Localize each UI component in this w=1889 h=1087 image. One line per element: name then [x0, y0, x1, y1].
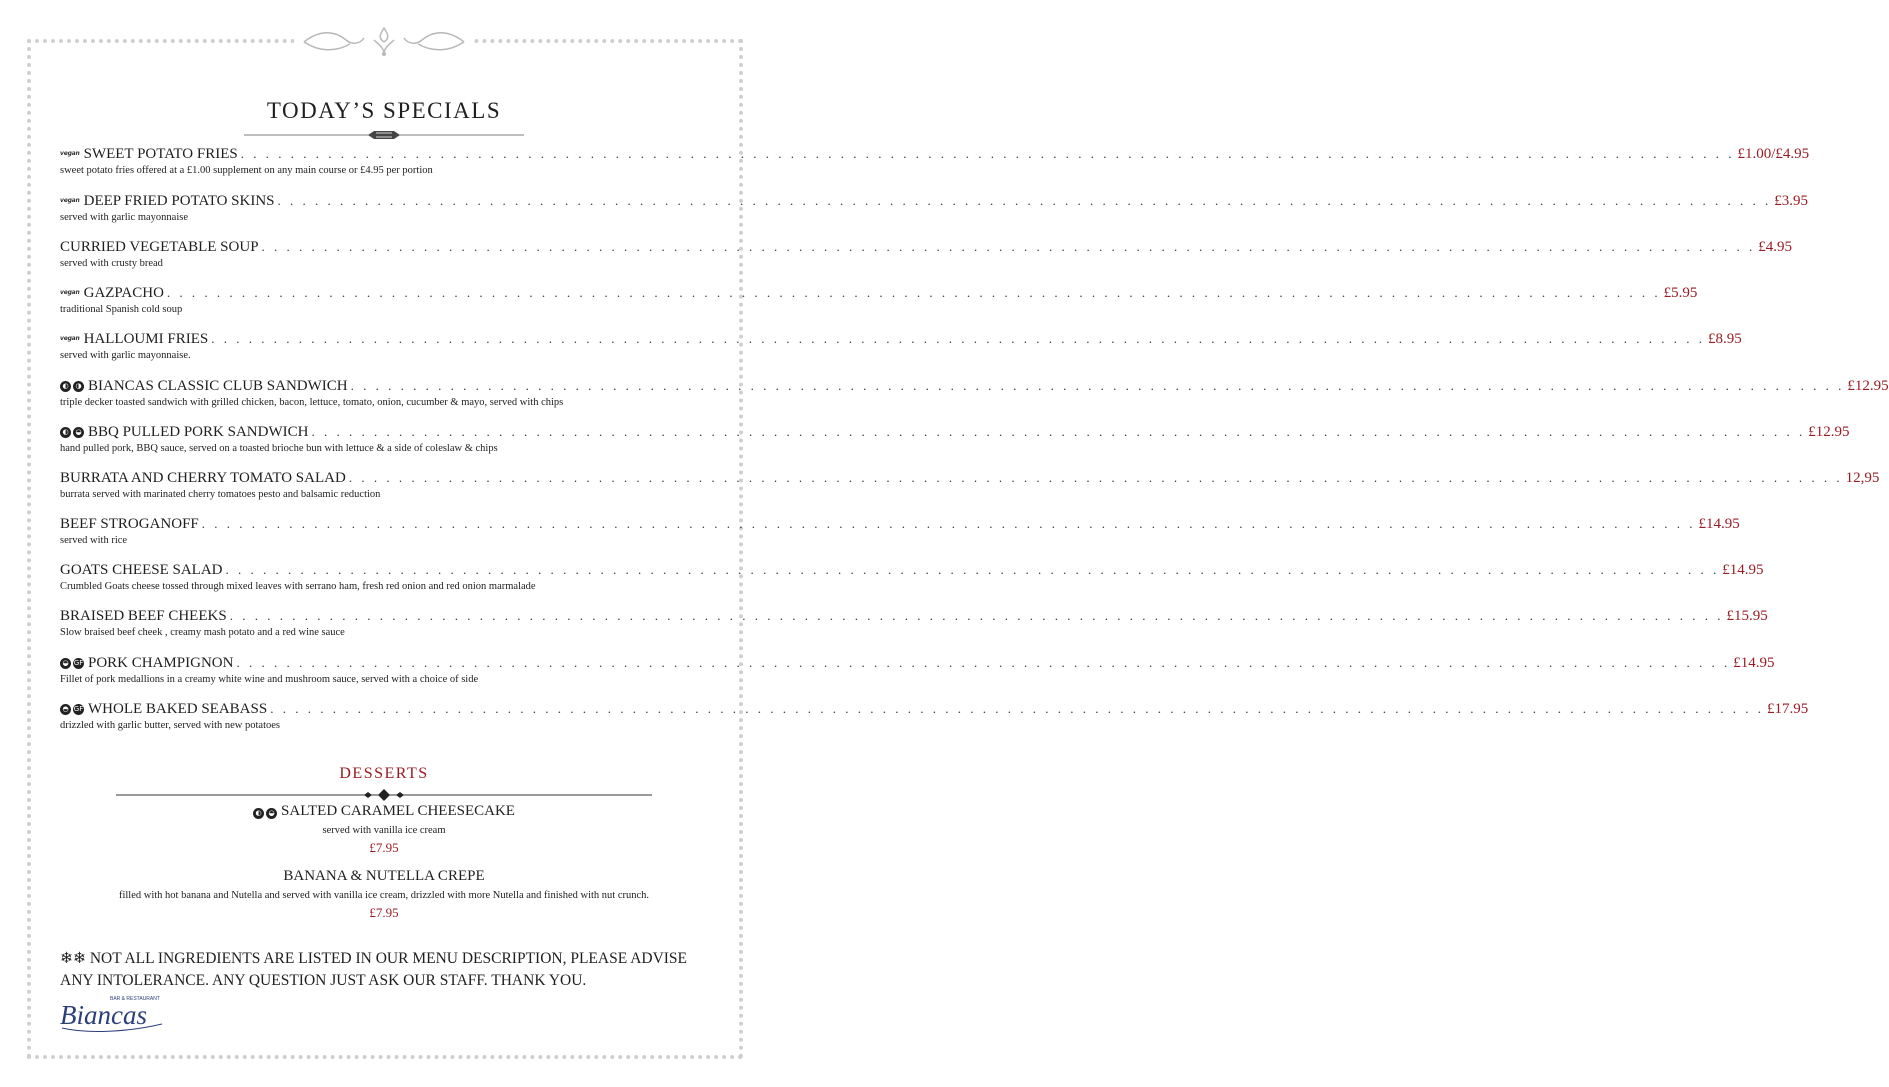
item-price: £12.95	[1808, 424, 1850, 440]
item-price: £1.00/£4.95	[1737, 146, 1810, 162]
dot-leader: . . . . . . . . . . . . . . . . . . . . . . . . . . . . . . . . . . . . . . . . . . . . . . . . . . . . . . . . . . . . . . . . . . . . . . . . . . . . . . . . . . . . . . . . . . . . . . . . . . . . . . . . . . . . . . . . . . . . . . . .	[236, 655, 1731, 670]
item-price: £17.95	[1766, 701, 1809, 717]
gluten-free-icon: GF	[73, 659, 84, 667]
dot-leader: . . . . . . . . . . . . . . . . . . . . . . . . . . . . . . . . . . . . . . . . . . . . . . . . . . . . . . . . . . . . . . . . . . . . . . . . . . . . . . . . . . . . . . . . . . . . . . . . . . . . . . . . . . . . . . . . . . . . . . . .	[225, 562, 1720, 577]
dot-leader: . . . . . . . . . . . . . . . . . . . . . . . . . . . . . . . . . . . . . . . . . . . . . . . . . . . . . . . . . . . . . . . . . . . . . . . . . . . . . . . . . . . . . . . . . . . . . . . . . . . . . . . . . . . . . . . . . . . . . . . .	[311, 424, 1806, 439]
menu-item	[60, 284, 1698, 315]
menu-item	[60, 654, 1775, 685]
item-description: Crumbled Goats cheese tossed through mixed leaves with serrano ham, fresh red onion and red onion marmalade	[60, 581, 536, 592]
title-divider	[244, 130, 524, 140]
fish-allergen-icon: ◓	[60, 704, 71, 715]
vegan-icon: vegan	[60, 150, 80, 157]
dietary-icons	[60, 145, 80, 163]
dot-leader: . . . . . . . . . . . . . . . . . . . . . . . . . . . . . . . . . . . . . . . . . . . . . . . . . . . . . . . . . . . . . . . . . . . . . . . . . . . . . . . . . . . . . . . . . . . . . . . . . . . . . . . . . . . . . . . . . . . . . . . .	[261, 239, 1756, 254]
item-name: BEEF STROGANOFF	[60, 516, 199, 532]
item-description: burrata served with marinated cherry tomatoes pesto and balsamic reduction	[60, 489, 381, 500]
dessert-item	[60, 868, 708, 921]
item-name: DEEP FRIED POTATO SKINS	[83, 193, 275, 209]
dessert-price: £7.95	[369, 840, 399, 855]
milk-allergen-icon: ◒	[60, 658, 71, 669]
notice-line-1: ❄❄ NOT ALL INGREDIENTS ARE LISTED IN OUR MENU DESCRIPTION, PLEASE ADVISE	[60, 950, 688, 967]
item-price: £14.95	[1722, 562, 1764, 578]
dessert-item	[60, 803, 708, 856]
item-price: £12.95	[1847, 378, 1889, 394]
dot-leader: . . . . . . . . . . . . . . . . . . . . . . . . . . . . . . . . . . . . . . . . . . . . . . . . . . . . . . . . . . . . . . . . . . . . . . . . . . . . . . . . . . . . . . . . . . . . . . . . . . . . . . . . . . . . . . . . . . . . . . . .	[277, 193, 1772, 208]
item-description: hand pulled pork, BBQ sauce, served on a toasted brioche bun with lettuce & a side of coleslaw & chips	[60, 443, 498, 454]
vegan-icon: vegan	[60, 197, 80, 204]
item-price: £3.95	[1774, 193, 1809, 209]
item-name: GAZPACHO	[83, 285, 164, 301]
item-name: WHOLE BAKED SEABASS	[88, 701, 268, 717]
gluten-free-icon: GF	[73, 705, 84, 713]
logo-tagline: BAR & RESTAURANT	[110, 996, 160, 1002]
item-description: served with rice	[60, 535, 128, 546]
dot-leader: . . . . . . . . . . . . . . . . . . . . . . . . . . . . . . . . . . . . . . . . . . . . . . . . . . . . . . . . . . . . . . . . . . . . . . . . . . . . . . . . . . . . . . . . . . . . . . . . . . . . . . . . . . . . . . . . . . . . . . . .	[270, 701, 1764, 716]
item-name: BBQ PULLED PORK SANDWICH	[88, 424, 309, 440]
item-price: £14.95	[1733, 655, 1775, 671]
item-description: Slow braised beef cheek , creamy mash potato and a red wine sauce	[60, 627, 345, 638]
item-name: BIANCAS CLASSIC CLUB SANDWICH	[88, 378, 348, 394]
item-description: served with crusty bread	[60, 258, 163, 269]
egg-allergen-icon: ◐	[60, 427, 71, 438]
item-price: £8.95	[1707, 331, 1742, 347]
item-description: served with garlic mayonnaise.	[60, 350, 191, 361]
dietary-icons	[60, 192, 80, 210]
logo-name: Biancas	[60, 1000, 147, 1030]
menu-item	[60, 561, 1764, 592]
allergy-notice	[60, 948, 720, 992]
item-price: £4.95	[1758, 239, 1793, 255]
menu-item	[60, 469, 1880, 500]
dietary-icons	[60, 284, 80, 302]
item-name: SWEET POTATO FRIES	[83, 146, 238, 162]
dessert-price: £7.95	[369, 905, 399, 920]
item-price: 12,95	[1845, 470, 1880, 486]
egg-allergen-icon: ◐	[253, 808, 264, 819]
menu-item	[60, 330, 1742, 361]
egg-allergen-icon: ◐	[60, 381, 71, 392]
dessert-description: served with vanilla ice cream	[322, 825, 446, 836]
item-description: drizzled with garlic butter, served with new potatoes	[60, 720, 281, 731]
item-name: CURRIED VEGETABLE SOUP	[60, 239, 259, 255]
dietary-icons	[60, 427, 84, 438]
dessert-name: BANANA & NUTELLA CREPE	[283, 868, 485, 884]
menu-item	[60, 607, 1768, 638]
menu-item	[60, 238, 1793, 269]
dietary-icons	[60, 704, 84, 715]
item-description: served with garlic mayonnaise	[60, 212, 188, 223]
dessert-heading	[60, 868, 708, 885]
gluten-allergen-icon: ◑	[73, 381, 84, 392]
dessert-name: SALTED CARAMEL CHEESECAKE	[281, 803, 515, 819]
menu-item	[60, 423, 1850, 454]
menu-item	[60, 515, 1740, 546]
menu-item	[60, 145, 1810, 176]
item-description: traditional Spanish cold soup	[60, 304, 183, 315]
dot-leader: . . . . . . . . . . . . . . . . . . . . . . . . . . . . . . . . . . . . . . . . . . . . . . . . . . . . . . . . . . . . . . . . . . . . . . . . . . . . . . . . . . . . . . . . . . . . . . . . . . . . . . . . . . . . . . . . . . . . . . . .	[348, 470, 1843, 485]
item-name: BRAISED BEEF CHEEKS	[60, 608, 227, 624]
item-name: PORK CHAMPIGNON	[88, 655, 234, 671]
notice-line-2: ANY INTOLERANCE. ANY QUESTION JUST ASK OUR STAFF. THANK YOU.	[60, 972, 587, 989]
item-description: sweet potato fries offered at a £1.00 supplement on any main course or £4.95 per portion	[60, 165, 433, 176]
biancas-logo	[58, 988, 168, 1034]
menu-item	[60, 700, 1809, 731]
desserts-heading: DESSERTS	[339, 765, 429, 782]
dessert-description: filled with hot banana and Nutella and served with vanilla ice cream, drizzled with more Nutella and finished with nut crunch.	[118, 890, 650, 901]
milk-allergen-icon: ◒	[73, 427, 84, 438]
dot-leader: . . . . . . . . . . . . . . . . . . . . . . . . . . . . . . . . . . . . . . . . . . . . . . . . . . . . . . . . . . . . . . . . . . . . . . . . . . . . . . . . . . . . . . . . . . . . . . . . . . . . . . . . . . . . . . . . . . . . . . . .	[211, 331, 1705, 346]
dot-leader: . . . . . . . . . . . . . . . . . . . . . . . . . . . . . . . . . . . . . . . . . . . . . . . . . . . . . . . . . . . . . . . . . . . . . . . . . . . . . . . . . . . . . . . . . . . . . . . . . . . . . . . . . . . . . . . . . . . . . . . .	[350, 378, 1845, 393]
dot-leader: . . . . . . . . . . . . . . . . . . . . . . . . . . . . . . . . . . . . . . . . . . . . . . . . . . . . . . . . . . . . . . . . . . . . . . . . . . . . . . . . . . . . . . . . . . . . . . . . . . . . . . . . . . . . . . . . . . . . . . . .	[229, 608, 1724, 623]
milk-allergen-icon: ◒	[266, 808, 277, 819]
dessert-heading	[60, 803, 708, 820]
desserts-divider	[116, 788, 652, 802]
item-description: triple decker toasted sandwich with grilled chicken, bacon, lettuce, tomato, onion, cucumber & mayo, served with chips	[60, 397, 564, 408]
item-description: Fillet of pork medallions in a creamy white wine and mushroom sauce, served with a choice of side	[60, 674, 479, 685]
ornament-flourish-icon	[294, 24, 474, 58]
dietary-icons	[60, 330, 80, 348]
item-price: £15.95	[1726, 608, 1768, 624]
item-price: £5.95	[1663, 285, 1698, 301]
item-price: £14.95	[1698, 516, 1740, 532]
item-name: GOATS CHEESE SALAD	[60, 562, 223, 578]
dietary-icons	[60, 381, 84, 392]
dot-leader: . . . . . . . . . . . . . . . . . . . . . . . . . . . . . . . . . . . . . . . . . . . . . . . . . . . . . . . . . . . . . . . . . . . . . . . . . . . . . . . . . . . . . . . . . . . . . . . . . . . . . . . . . . . . . . . . . . . . . . . .	[201, 516, 1696, 531]
menu-item	[60, 377, 1889, 408]
vegan-icon: vegan	[60, 335, 80, 342]
dot-leader: . . . . . . . . . . . . . . . . . . . . . . . . . . . . . . . . . . . . . . . . . . . . . . . . . . . . . . . . . . . . . . . . . . . . . . . . . . . . . . . . . . . . . . . . . . . . . . . . . . . . . . . . . . . . . . . . . . . . . . . .	[166, 285, 1661, 300]
page-title: TODAY’S SPECIALS	[266, 98, 502, 123]
vegan-icon: vegan	[60, 289, 80, 296]
item-name: BURRATA AND CHERRY TOMATO SALAD	[60, 470, 346, 486]
dot-leader: . . . . . . . . . . . . . . . . . . . . . . . . . . . . . . . . . . . . . . . . . . . . . . . . . . . . . . . . . . . . . . . . . . . . . . . . . . . . . . . . . . . . . . . . . . . . . . . . . . . . . . . . . . . . . . . . . . . . . . . .	[240, 146, 1735, 161]
item-name: HALLOUMI FRIES	[83, 331, 209, 347]
menu-item	[60, 192, 1809, 223]
dietary-icons	[60, 658, 84, 669]
